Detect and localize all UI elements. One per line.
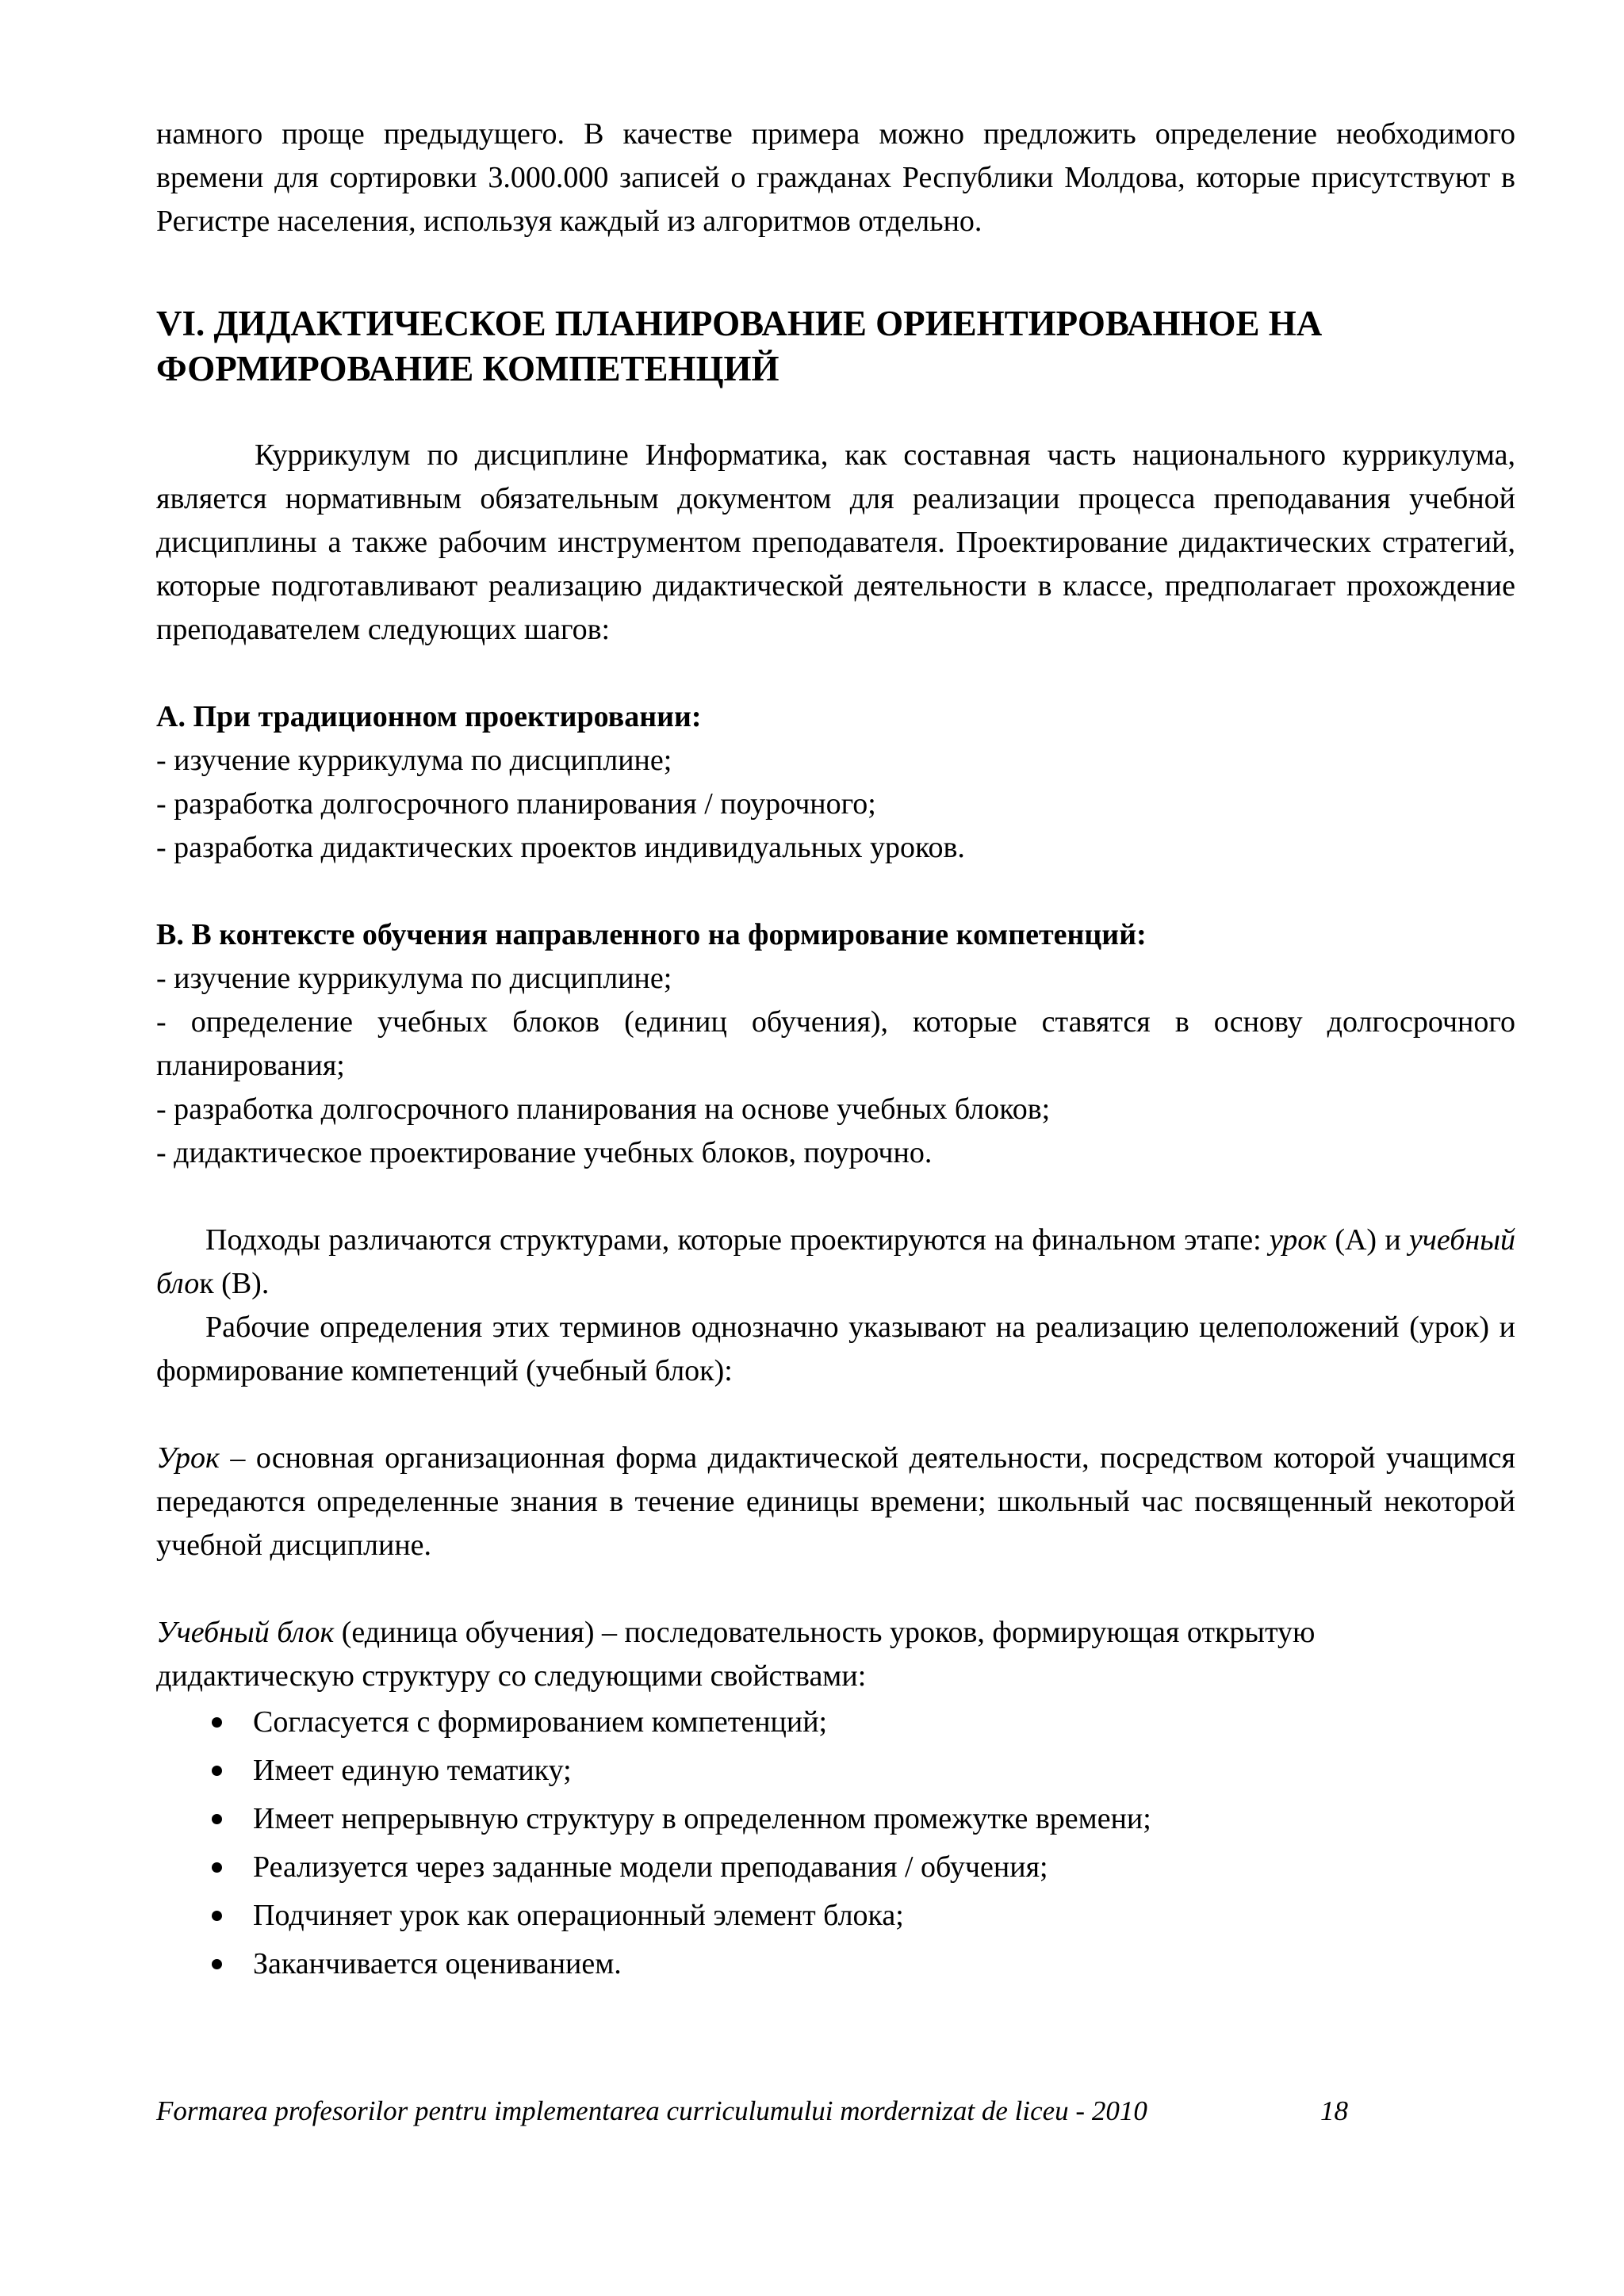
block-definition-text: (единица обучения) – последовательность уроков, формирующая открытую дидактическую структуру со следующими свойствами: [156,1616,1316,1693]
part-a-item: - разработка долгосрочного планирования / поурочного; [156,787,876,821]
part-b-item: - дидактическое проектирование учебных блоков, поурочно. [156,1136,933,1169]
term-block: учебный бло [156,1223,1515,1300]
lesson-definition-paragraph [156,1437,1515,1567]
approaches-text: Подходы различаются структурами, которые проектируются на финальном этапе: [205,1223,1270,1257]
list-item: Имеет непрерывную структуру в определенном промежутке времени; [212,1795,1515,1843]
part-a-item: - изучение куррикулума по дисциплине; [156,744,672,777]
page-number: 18 [1320,2095,1348,2126]
page-content [156,113,1515,1988]
section-intro-paragraph: Куррикулум по дисциплине Информатика, как составная часть национального куррикулума, является нормативным обязательным документом для реализации процесса преподавания учебной дисциплины а также рабочим инструментом преподавателя. Проектирование дидактических стратегий, которые подготавливают реализацию дидактической деятельности в классе, предполагает прохождение преподавателем следующих шагов: [156,438,1515,646]
list-item: Реализуется через заданные модели преподавания / обучения; [212,1843,1515,1892]
part-b-item: - определение учебных блоков (единиц обучения), которые ставятся в основу долгосрочного планирования; [156,1005,1515,1082]
part-b-item: - изучение куррикулума по дисциплине; [156,962,672,995]
term-lesson: урок [1269,1223,1327,1257]
definitions-intro-paragraph: Рабочие определения этих терминов однозначно указывают на реализацию целеположений (урок) и формирование компетенций (учебный блок): [156,1311,1515,1387]
part-a-item: - разработка дидактических проектов индивидуальных уроков. [156,831,965,864]
block-properties-list [156,1698,1515,1988]
block-definition-paragraph [156,1611,1515,1698]
page-footer: Formarea profesorilor pentru implementarea curriculumului mordernizat de liceu - 2010 [156,2095,1147,2126]
part-b-title: В. В контексте обучения направленного на формирование компетенций: [156,918,1147,951]
lesson-term: Урок [156,1441,220,1475]
block-term: Учебный блок [156,1616,335,1649]
list-item: Имеет единую тематику; [212,1747,1515,1795]
section-heading: VI. ДИДАКТИЧЕСКОЕ ПЛАНИРОВАНИЕ ОРИЕНТИРОВАННОЕ НА ФОРМИРОВАНИЕ КОМПЕТЕНЦИЙ [156,304,1323,388]
list-item: Заканчивается оцениванием. [212,1940,1515,1988]
list-item: Согласуется с формированием компетенций; [212,1698,1515,1747]
approaches-text: к (В). [199,1267,270,1300]
part-b-item: - разработка долгосрочного планирования на основе учебных блоков; [156,1093,1051,1126]
part-a-title: А. При традиционном проектировании: [156,700,702,733]
list-item: Подчиняет урок как операционный элемент блока; [212,1892,1515,1940]
approaches-text: (А) и [1327,1223,1409,1257]
lesson-definition-text: – основная организационная форма дидактической деятельности, посредством которой учащимся передаются определенные знания в течение единицы времени; школьный час посвященный некоторой учебной дисциплине. [156,1441,1515,1562]
approaches-paragraph [156,1219,1515,1306]
intro-continuation-paragraph: намного проще предыдущего. В качестве примера можно предложить определение необходимого времени для сортировки 3.000.000 записей о гражданах Республики Молдова, которые присутствуют в Регистре населения, используя каждый из алгоритмов отдельно. [156,117,1515,238]
